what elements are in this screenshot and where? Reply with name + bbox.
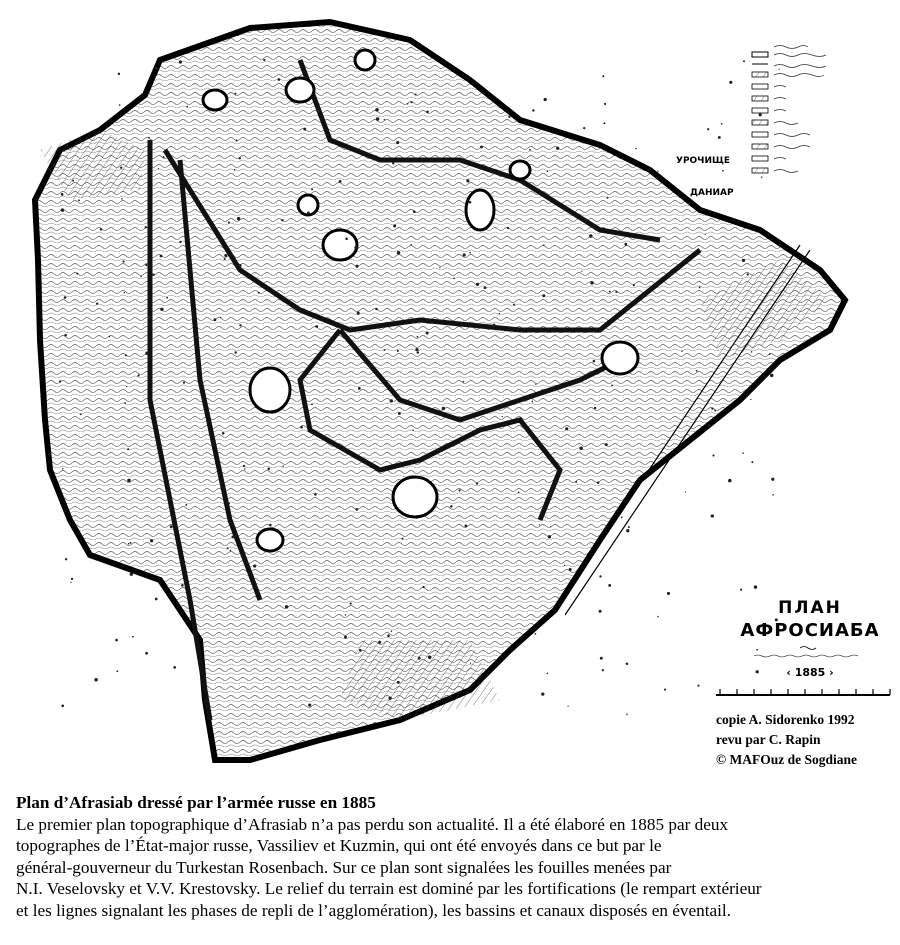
terrain-dot [100,228,102,230]
terrain-dot [384,349,386,351]
terrain-dot [137,374,139,376]
terrain-dot [150,539,153,542]
terrain-dot [244,468,246,470]
plan-title-line2: АФРОСИАБА [740,620,880,641]
map-legend [752,46,826,174]
terrain-dot [459,489,461,491]
terrain-dot [722,170,724,172]
terrain-dot [535,633,537,635]
terrain-dot [426,110,429,113]
terrain-dot [311,188,313,190]
terrain-dot [228,222,230,224]
terrain-dot [493,324,496,327]
terrain-dot [407,103,409,105]
terrain-dot [699,287,701,289]
terrain-dot [604,103,606,105]
terrain-dot [130,542,132,544]
map-title-block [720,598,900,679]
terrain-dot [548,535,551,538]
terrain-dot [542,294,545,297]
terrain-dot [127,479,131,483]
terrain-dot [224,258,226,260]
terrain-dot [469,252,471,254]
terrain-dot [179,241,181,243]
terrain-dot [307,212,310,215]
terrain-dot [602,75,604,77]
terrain-dot [229,503,231,505]
terrain-dot [417,336,419,338]
terrain-dot [120,167,122,169]
terrain-dot [711,514,714,517]
terrain-dot [155,67,158,70]
terrain-dot [657,177,659,179]
terrain-dot [550,526,551,527]
terrain-dot [166,297,168,299]
terrain-dot [116,670,118,672]
terrain-dot [145,264,147,266]
terrain-dot [72,180,74,182]
terrain-dot [125,354,127,356]
terrain-dot [243,465,245,467]
terrain-dot [761,177,763,179]
terrain-dot [657,171,658,172]
terrain-dot [237,217,240,220]
terrain-dot [554,452,555,453]
terrain-dot [62,468,63,469]
terrain-dot [624,243,627,246]
terrain-dot [411,244,412,245]
terrain-dot [626,713,627,714]
terrain-dot [599,575,601,577]
terrain-dot [597,481,600,484]
terrain-dot [605,443,608,446]
terrain-dot [96,302,98,304]
caption-line-2: topographes de l’État-major russe, Vassiliev et Kuzmin, qui ont été envoyés dans ce but par le [16,836,662,855]
terrain-dot [311,403,313,405]
terrain-dot [222,432,225,435]
terrain-dot [124,402,126,404]
terrain-dot [507,227,509,229]
terrain-dot [412,429,413,430]
terrain-dot [543,245,545,247]
terrain-dot [388,697,391,700]
terrain-dot [278,78,281,81]
terrain-dot [213,318,216,321]
plan-subtitle-scribble [720,644,900,662]
terrain-dot [415,93,417,95]
map-caption [16,792,896,921]
terrain-dot [484,286,487,289]
terrain-dot [696,370,698,372]
terrain-dot [593,360,596,363]
terrain-dot [391,631,392,632]
terrain-dot [148,316,151,319]
terrain-dot [173,666,176,669]
terrain-dot [78,199,80,201]
plan-title-line1: ПЛАН [778,598,842,618]
terrain-dot [508,116,510,118]
terrain-dot [633,284,635,286]
terrain-dot [770,374,774,378]
terrain-dot [476,482,478,484]
terrain-dot [742,259,745,262]
terrain-dot [128,543,130,545]
terrain-dot [179,60,182,63]
terrain-dot [579,447,583,451]
terrain-dot [392,162,394,164]
caption-line-5: et les lignes signalant les phases de repli de l’agglomération), les bassins et canaux disposés en éventail. [16,900,731,920]
terrain-dot [626,529,629,532]
terrain-dot [718,136,721,139]
terrain-dot [711,407,713,409]
terrain-dot [565,427,568,430]
terrain-dot [606,197,608,199]
terrain-dot [705,234,706,235]
terrain-dot [685,491,686,492]
terrain-dot [621,517,623,519]
terrain-dot [712,454,714,456]
terrain-dot [183,382,185,384]
terrain-dot [130,572,133,575]
terrain-dot [314,493,317,496]
terrain-dot [569,568,572,571]
terrain-dot [158,168,159,169]
terrain-dot [743,60,745,62]
terrain-dot [603,122,605,124]
terrain-dot [390,399,393,402]
terrain-dot [282,466,283,467]
terrain-dot [721,123,723,125]
terrain-dot [657,616,659,618]
terrain-dot [281,219,283,221]
terrain-dot [439,267,440,268]
terrain-dot [234,351,236,353]
terrain-dot [224,254,227,257]
terrain-dot [518,491,520,493]
terrain-dot [420,477,422,479]
terrain-dot [239,157,241,159]
terrain-dot [64,296,67,299]
terrain-dot [681,351,682,352]
terrain-dot [220,317,221,318]
map-credits [716,710,857,770]
terrain-dot [64,334,67,337]
terrain-dot [119,104,121,106]
terrain-dot [413,210,416,213]
terrain-dot [602,669,604,671]
terrain-dot [267,468,270,471]
terrain-dot [140,276,141,277]
terrain-dot [70,582,71,583]
terrain-dot [417,351,420,354]
terrain-dot [59,380,61,382]
terrain-dot [415,348,418,351]
terrain-dot [163,156,165,158]
terrain-dot [423,586,425,588]
terrain-dot [499,313,500,314]
terrain-dot [145,652,148,655]
terrain-dot [308,704,311,707]
terrain-dot [502,416,503,417]
terrain-dot [532,401,534,403]
terrain-dot [384,119,385,120]
terrain-dot [61,193,64,196]
terrain-dot [258,292,260,294]
terrain-dot [234,169,236,171]
terrain-dot [529,149,531,151]
terrain-dot [747,273,749,275]
terrain-dot [463,253,466,256]
terrain-dot [609,291,611,293]
terrain-dot [145,226,147,228]
terrain-dot [466,179,469,182]
terrain-dot [535,384,536,385]
terrain-dot [740,589,742,591]
terrain-dot [376,117,380,121]
terrain-dot [160,255,163,258]
caption-line-4: N.I. Veselovsky et V.V. Krestovsky. Le relief du terrain est dominé par les fortifications (le rempart extérieur [16,879,762,898]
terrain-dot [750,399,751,400]
terrain-dot [145,351,149,355]
terrain-dot [94,678,98,682]
caption-title: Plan d’Afrasiab dressé par l’armée russe en 1885 [16,793,376,812]
terrain-dot [355,508,358,511]
terrain-dot [239,324,241,326]
terrain-dot [132,636,134,638]
credit-revision: revu par C. Rapin [716,732,821,747]
terrain-dot [185,504,187,506]
terrain-dot [581,271,582,272]
scale-bar [716,689,890,695]
terrain-dot [109,336,110,337]
terrain-dot [238,264,241,267]
place-label-daniar: ДАНИАР [690,188,734,198]
terrain-dot [635,148,636,149]
terrain-dot [714,410,716,412]
terrain-dot [667,592,670,595]
terrain-dot [751,351,753,353]
terrain-dot [402,538,404,540]
terrain-dot [227,547,229,549]
terrain-dot [187,106,189,108]
terrain-dot [728,479,732,483]
terrain-dot [359,649,362,652]
terrain-dot [689,202,691,204]
terrain-dot [590,281,593,284]
terrain-dot [697,685,699,687]
terrain-dot [541,692,544,695]
terrain-dot [118,73,120,75]
terrain-dot [450,505,453,508]
terrain-dot [300,426,303,429]
caption-line-3: général-gouverneur du Turkestan Rosenbach. Sur ce plan sont signalées les fouilles menées par [16,857,672,877]
terrain-dot [339,180,342,183]
terrain-dot [236,140,238,142]
terrain-dot [397,681,400,684]
terrain-dot [397,251,400,254]
terrain-dot [61,704,64,707]
terrain-dot [253,564,256,567]
terrain-dot [442,407,445,410]
place-label-urochishche: УРОЧИЩЕ [676,156,731,166]
plan-year-value: 1885 [794,666,826,679]
terrain-dot [122,260,124,262]
terrain-dot [664,689,666,691]
terrain-dot [344,636,347,639]
credit-copy: copie A. Sidorenko 1992 [716,712,855,727]
terrain-dot [772,494,774,496]
terrain-dot [742,452,744,454]
terrain-dot [411,101,413,103]
terrain-dot [71,578,73,580]
terrain-dot [80,413,82,415]
caption-line-1: Le premier plan topographique d’Afrasiab n’a pas perdu son actualité. Il a été élaboré en 1885 par deux [16,814,729,834]
terrain-dot [608,584,611,587]
terrain-dot [315,325,318,328]
terrain-dot [547,673,549,675]
terrain-dot [195,335,198,338]
terrain-dot [263,59,265,61]
terrain-dot [127,448,129,450]
terrain-dot [754,585,757,588]
terrain-dot [378,641,381,644]
terrain-dot [708,425,710,427]
terrain-dot [544,98,547,101]
terrain-dot [768,234,769,235]
terrain-dot [345,237,348,240]
terrain-dot [396,141,399,144]
terrain-dot [345,614,346,615]
terrain-dot [778,69,779,70]
terrain-dot [397,350,399,352]
terrain-dot [707,128,709,130]
terrain-dot [426,331,429,334]
terrain-dot [418,657,421,660]
terrain-dot [398,412,401,415]
terrain-dot [599,610,602,613]
terrain-dot [628,526,630,528]
terrain-dot [615,291,617,293]
terrain-dot [375,308,378,311]
terrain-dot [317,109,320,112]
terrain-dot [480,146,483,149]
plan-year: ‹ 1885 › [786,666,834,679]
terrain-dot [303,128,306,131]
terrain-dot [513,304,515,306]
terrain-dot [61,208,64,211]
terrain-dot [231,535,234,538]
terrain-dot [152,273,154,275]
terrain-dot [769,353,771,355]
terrain-dot [124,292,125,293]
terrain-dot [594,407,596,409]
terrain-dot [564,565,565,566]
terrain-dot [181,584,184,587]
terrain-dot [470,662,471,663]
terrain-dot [355,265,358,268]
terrain-dot [589,234,593,238]
terrain-dot [469,201,472,204]
terrain-dot [354,246,357,249]
terrain-dot [600,657,603,660]
terrain-dot [567,705,568,706]
terrain-dot [76,273,78,275]
terrain-dot [393,224,396,227]
terrain-dot [387,634,390,637]
terrain-dot [583,127,585,129]
terrain-dot [464,524,467,527]
terrain-dot [539,524,540,525]
terrain-dot [269,524,271,526]
terrain-dot [729,81,732,84]
terrain-dot [453,277,455,279]
terrain-dot [230,550,232,552]
terrain-dot [115,639,118,642]
terrain-dot [556,147,559,150]
terrain-dot [751,461,753,463]
terrain-dot [547,170,549,172]
terrain-dot [357,312,360,315]
terrain-dot [463,381,465,383]
terrain-dot [476,283,479,286]
terrain-dot [626,663,629,666]
terrain-dot [148,137,150,139]
terrain-dot [349,602,351,604]
terrain-dot [358,387,361,390]
terrain-dot [759,113,762,116]
terrain-dot [121,198,123,200]
terrain-dot [234,93,236,95]
terrain-dot [155,598,158,601]
terrain-dot [771,478,774,481]
terrain-dot [65,558,67,560]
terrain-dot [170,525,173,528]
terrain-dot [375,108,379,112]
terrain-dot [297,78,298,79]
terrain-dot [160,308,163,311]
terrain-dot [428,655,432,659]
terrain-dot [532,109,534,111]
terrain-dot [126,386,127,387]
terrain-dot [611,385,613,387]
terrain-dot [575,481,577,483]
credit-copyright: © MAFOuz de Sogdiane [716,752,857,767]
terrain-dot [285,605,289,609]
